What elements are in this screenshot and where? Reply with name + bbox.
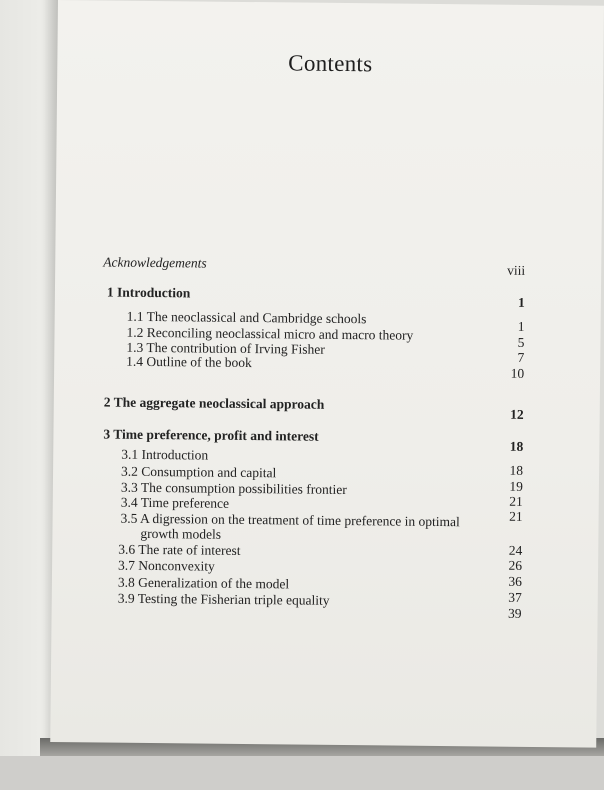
toc-section-page: 26 (508, 557, 523, 573)
toc-page-chapter-3: 18 (509, 438, 524, 454)
toc-section-page: 24 (508, 542, 523, 558)
toc-page-chapter-1: 1 (518, 294, 525, 310)
toc-section-page: 10 (510, 365, 525, 381)
toc-section-page: 21 (509, 508, 523, 524)
toc-section-page: 7 (517, 349, 525, 365)
toc-page-acknowledgements: viii (507, 262, 526, 278)
toc-section-page: 36 (508, 573, 523, 589)
toc-section-page: 39 (508, 605, 522, 621)
toc-page-chapter-2: 12 (510, 406, 524, 422)
toc-section-page: 37 (508, 589, 522, 605)
toc-section-page: 19 (509, 478, 524, 494)
contents-page: Contents Acknowledgements viii 1 Introduction 1 1.1 The neoclassical and Cambridge schools 1 1.2 Reconciling neoclassical micro and macro theory 5 1.3 The contribution of Irving Fisher 7 1.4 Outline of the book 10 2 The aggregate neoclassical approach 12 3 Time preference, profit and interest 18 3.1 Introduction 18 3.2 Consumption and capital 19 3.3 The consumption possibilities frontier 21 3.4 Time preference 21 3.5 A digression on the treatment of time preference in optimal growth models 24 3.6 The rate of interest 26 3.7 Nonconvexity 36 3.8 Generalization of the model 37 3.9 Testing the Fisherian triple equality 39 (50, 0, 604, 748)
toc-section-page: 21 (509, 493, 523, 509)
toc-section-page: 1 (517, 318, 525, 334)
table-surface (0, 756, 604, 790)
toc-section-page: 18 (509, 462, 524, 478)
toc-section-page: 5 (517, 334, 525, 350)
page-title: Contents (288, 50, 373, 77)
